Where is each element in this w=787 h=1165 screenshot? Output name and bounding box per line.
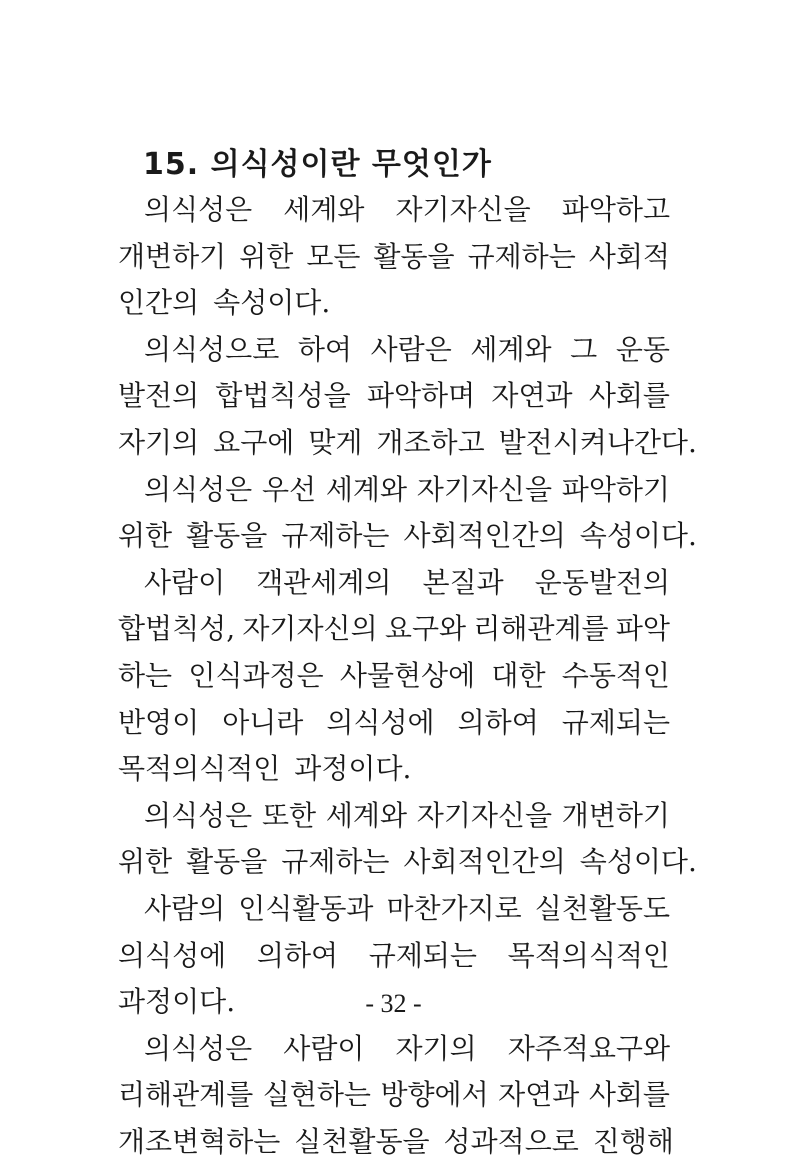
text-line: 의식성은 세계와 자기자신을 파악하고 [144, 193, 670, 226]
text-line: 자기의 요구에 맞게 개조하고 발전시켜나간다. [118, 425, 697, 459]
text-line: 합법칙성, 자기자신의 요구와 리해관계를 파악 [118, 612, 670, 646]
text-line: 의식성은 우선 세계와 자기자신을 파악하기 [144, 472, 670, 506]
text-line: 개조변혁하는 실천활동을 성과적으로 진행해 [118, 1124, 674, 1158]
text-line: 사람의 인식활동과 마찬가지로 실천활동도 [144, 891, 670, 925]
text-line: 사람이 객관세계의 본질과 운동발전의 [144, 565, 670, 599]
text-line: 인간의 속성이다. [118, 286, 331, 320]
text-line: 과정이다. [118, 985, 236, 1019]
text-line: 목적의식적인 과정이다. [118, 752, 412, 786]
text-line: 의식성으로 하여 사람은 세계와 그 운동 [144, 332, 670, 366]
section-heading: 15. 의식성이란 무엇인가 [143, 147, 492, 182]
page-number: - 32 - [365, 989, 422, 1018]
text-line: 발전의 합법칙성을 파악하며 자연과 사회를 [118, 379, 670, 413]
text-line: 리해관계를 실현하는 방향에서 자연과 사회를 [118, 1078, 670, 1112]
text-line: 개변하기 위한 모든 활동을 규제하는 사회적 [118, 239, 670, 273]
text-line: 반영이 아니라 의식성에 의하여 규제되는 [118, 705, 670, 739]
text-line: 의식성은 사람이 자기의 자주적요구와 [144, 1031, 670, 1065]
text-line: 위한 활동을 규제하는 사회적인간의 속성이다. [118, 845, 697, 879]
text-line: 하는 인식과정은 사물현상에 대한 수동적인 [118, 658, 670, 692]
text-line: 의식성은 또한 세계와 자기자신을 개변하기 [144, 798, 670, 832]
text-line: 의식성에 의하여 규제되는 목적의식적인 [118, 938, 670, 972]
text-line: 위한 활동을 규제하는 사회적인간의 속성이다. [118, 519, 697, 553]
